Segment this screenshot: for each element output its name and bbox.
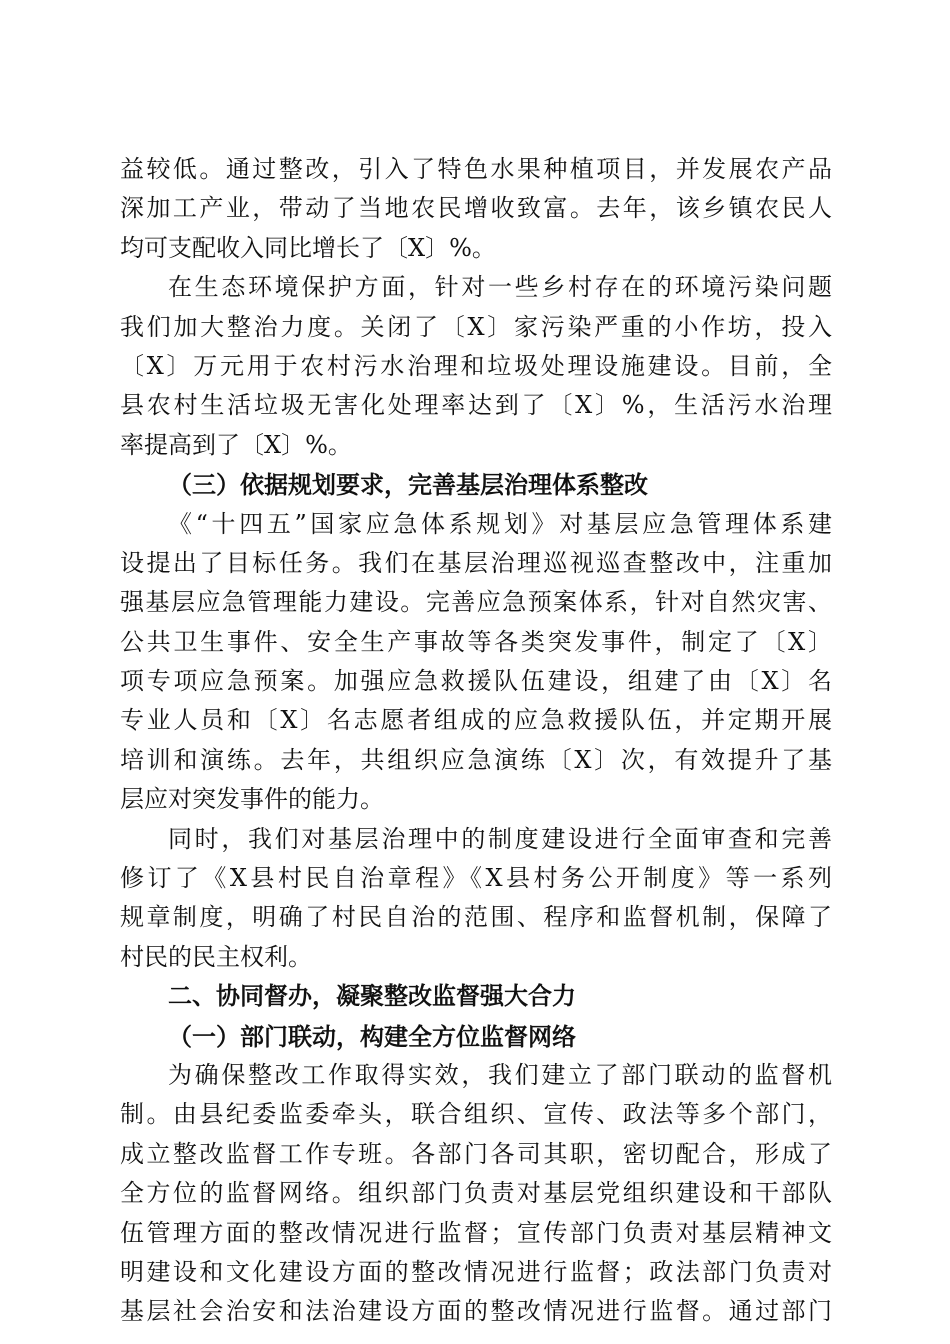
paragraph-line: 同时，我们对基层治理中的制度建设进行全面审查和完善 <box>168 824 832 853</box>
paragraph-line: 规章制度，明确了村民自治的范围、程序和监督机制，保障了 <box>120 903 832 932</box>
paragraph-line: 明建设和文化建设方面的整改情况进行监督；政法部门负责对 <box>120 1257 832 1286</box>
paragraph-line: 我们加大整治力度。关闭了〔X〕家污染严重的小作坊，投入 <box>120 312 832 341</box>
paragraph-line: 基层社会治安和法治建设方面的整改情况进行监督。通过部门 <box>120 1297 832 1326</box>
paragraph-line: 制。由县纪委监委牵头，联合组织、宣传、政法等多个部门， <box>120 1100 832 1129</box>
subsection-heading: （三）依据规划要求，完善基层治理体系整改 <box>168 470 648 500</box>
paragraph-line: 村民的民主权利。 <box>120 942 312 971</box>
subsection-heading: （一）部门联动，构建全方位监督网络 <box>168 1021 576 1051</box>
paragraph-line: 为确保整改工作取得实效，我们建立了部门联动的监督机 <box>168 1060 832 1089</box>
paragraph-line: 培训和演练。去年，共组织应急演练〔X〕次，有效提升了基 <box>120 745 832 774</box>
paragraph-line: 强基层应急管理能力建设。完善应急预案体系，针对自然灾害、 <box>120 588 832 617</box>
paragraph-line: 率提高到了〔X〕%。 <box>120 430 352 459</box>
paragraph-line: 成立整改监督工作专班。各部门各司其职，密切配合，形成了 <box>120 1139 832 1168</box>
paragraph-line: 〔X〕万元用于农村污水治理和垃圾处理设施建设。目前，全 <box>120 351 832 380</box>
document-body <box>120 150 832 1332</box>
paragraph-line: 《“十四五”国家应急体系规划》对基层应急管理体系建 <box>168 509 832 538</box>
section-heading: 二、协同督办，凝聚整改监督强大合力 <box>168 982 576 1011</box>
paragraph-line: 公共卫生事件、安全生产事故等各类突发事件，制定了〔X〕 <box>120 627 832 656</box>
paragraph-line: 县农村生活垃圾无害化处理率达到了〔X〕%，生活污水治理 <box>120 391 832 420</box>
paragraph-line: 益较低。通过整改，引入了特色水果种植项目，并发展农产品 <box>120 155 832 183</box>
paragraph-line: 层应对突发事件的能力。 <box>120 785 384 814</box>
paragraph-line: 设提出了目标任务。我们在基层治理巡视巡查整改中，注重加 <box>120 548 832 577</box>
paragraph-line: 项专项应急预案。加强应急救援队伍建设，组建了由〔X〕名 <box>120 667 832 696</box>
paragraph-line: 专业人员和〔X〕名志愿者组成的应急救援队伍，并定期开展 <box>120 706 832 735</box>
paragraph-line: 均可支配收入同比增长了〔X〕%。 <box>120 233 496 262</box>
paragraph-line: 全方位的监督网络。组织部门负责对基层党组织建设和干部队 <box>120 1179 832 1208</box>
paragraph-line: 修订了《X县村民自治章程》《X县村务公开制度》等一系列 <box>120 864 832 893</box>
paragraph-line: 在生态环境保护方面，针对一些乡村存在的环境污染问题 <box>168 273 832 302</box>
paragraph-line: 伍管理方面的整改情况进行监督；宣传部门负责对基层精神文 <box>120 1218 832 1247</box>
paragraph-line: 深加工产业，带动了当地农民增收致富。去年，该乡镇农民人 <box>120 194 832 223</box>
